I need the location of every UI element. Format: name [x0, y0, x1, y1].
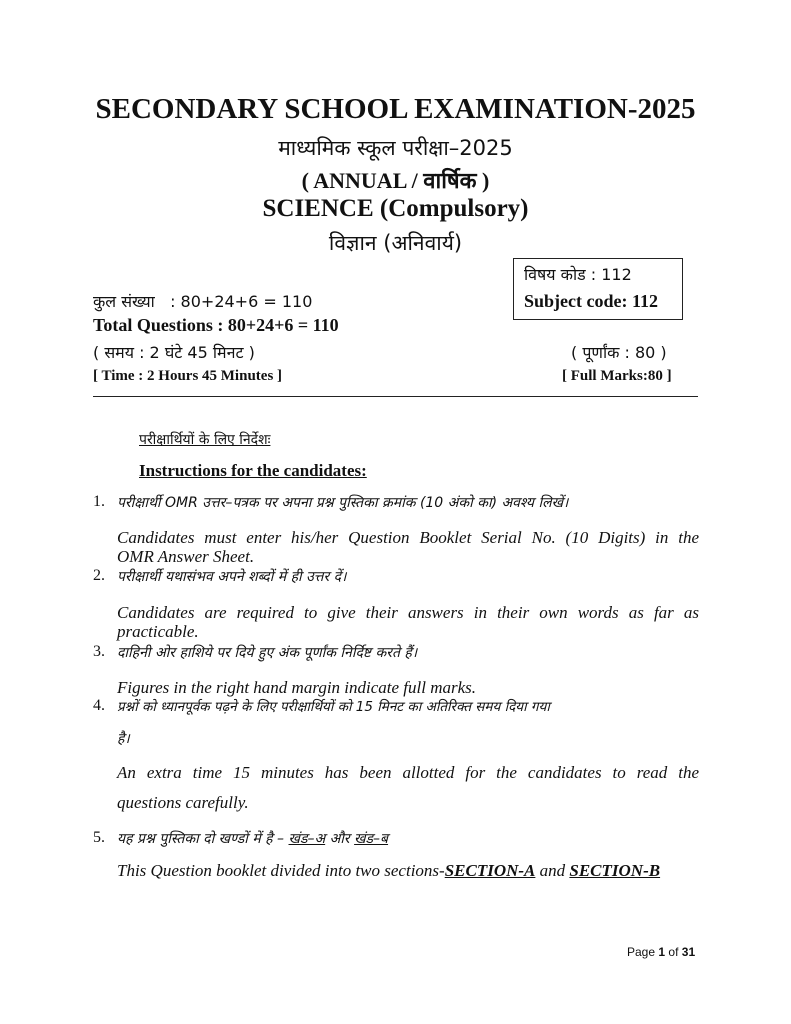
- page-word: Page: [627, 945, 656, 959]
- instruction-hindi: दाहिनी ओर हाशिये पर दिये हुए अंक पूर्णांक निर्दिष्ट करते हैं।: [117, 645, 418, 661]
- instruction-english: Figures in the right hand margin indicate full marks.: [117, 678, 477, 697]
- item-number: 3.: [93, 643, 105, 660]
- instruction-english: Candidates must enter his/her Question Booklet Serial No. (10 Digits) in the: [117, 528, 699, 547]
- and-word: and: [539, 861, 566, 880]
- instruction-english: Candidates are required to give their answers in their own words as far as: [117, 603, 699, 622]
- item-number: 5.: [93, 829, 105, 846]
- exam-title: SECONDARY SCHOOL EXAMINATION-2025: [95, 93, 696, 125]
- section-a-label: SECTION-A: [444, 861, 536, 880]
- time-hindi: ( समय : 2 घंटे 45 मिनट ): [93, 343, 255, 362]
- sections-text: This Question booklet divided into two sections-: [117, 861, 445, 880]
- instructions-heading-hindi: परीक्षार्थियों के लिए निर्देशः: [139, 432, 271, 448]
- instruction-english: An extra time 15 minutes has been allotted for the candidates to read the: [117, 763, 699, 782]
- section-b-label: SECTION-B: [569, 861, 661, 880]
- total-questions-hindi: कुल संख्या : 80+24+6 = 110: [93, 292, 313, 311]
- subject-title-hindi: विज्ञान (अनिवार्य): [328, 231, 463, 255]
- exam-type: ( ANNUAL / वार्षिक ): [301, 168, 490, 193]
- full-marks: [ Full Marks:80 ]: [562, 368, 672, 384]
- section-a-label-hindi: खंड–अ: [288, 831, 326, 847]
- section-b-label-hindi: खंड–ब: [354, 831, 389, 847]
- instruction-hindi: परीक्षार्थी OMR उत्तर–पत्रक पर अपना प्रश्न पुस्तिका क्रमांक (10 अंको का) अवश्य लिखें।: [117, 495, 569, 511]
- instruction-english-cont: OMR Answer Sheet.: [117, 547, 255, 566]
- sections-text-hindi: यह प्रश्न पुस्तिका दो खण्डों में है –: [117, 831, 285, 847]
- item-number: 2.: [93, 567, 105, 584]
- total-questions: Total Questions : 80+24+6 = 110: [93, 315, 339, 335]
- instructions-heading: Instructions for the candidates:: [139, 461, 367, 480]
- item-number: 1.: [93, 493, 105, 510]
- instruction-hindi: प्रश्नों को ध्यानपूर्वक पढ़ने के लिए परीक्षार्थियों को 15 मिनट का अतिरिक्त समय दिया गया: [117, 699, 550, 715]
- page-number: 1: [658, 945, 666, 959]
- instruction-english-cont: questions carefully.: [117, 793, 249, 812]
- and-word-hindi: और: [329, 831, 350, 847]
- subject-title: SCIENCE (Compulsory): [262, 195, 529, 222]
- instruction-english: [117, 861, 660, 880]
- subject-code-hindi: विषय कोड : 112: [524, 265, 632, 284]
- subject-code: Subject code: 112: [524, 291, 658, 311]
- total-pages: 31: [681, 945, 696, 959]
- full-marks-hindi: ( पूर्णांक : 80 ): [571, 343, 667, 362]
- page-footer: [627, 945, 695, 959]
- instruction-hindi: परीक्षार्थी यथासंभव अपने शब्दों में ही उत्तर दें।: [117, 569, 347, 585]
- of-word: of: [668, 945, 679, 959]
- instruction-hindi-cont: है।: [117, 731, 130, 747]
- instruction-hindi: [117, 829, 388, 848]
- exam-title-hindi: माध्यमिक स्कूल परीक्षा–2025: [278, 136, 513, 160]
- time-allowed: [ Time : 2 Hours 45 Minutes ]: [93, 368, 283, 384]
- item-number: 4.: [93, 697, 105, 714]
- header-divider: [93, 396, 698, 397]
- instruction-english-cont: practicable.: [117, 622, 199, 641]
- subject-code-box: [513, 258, 683, 320]
